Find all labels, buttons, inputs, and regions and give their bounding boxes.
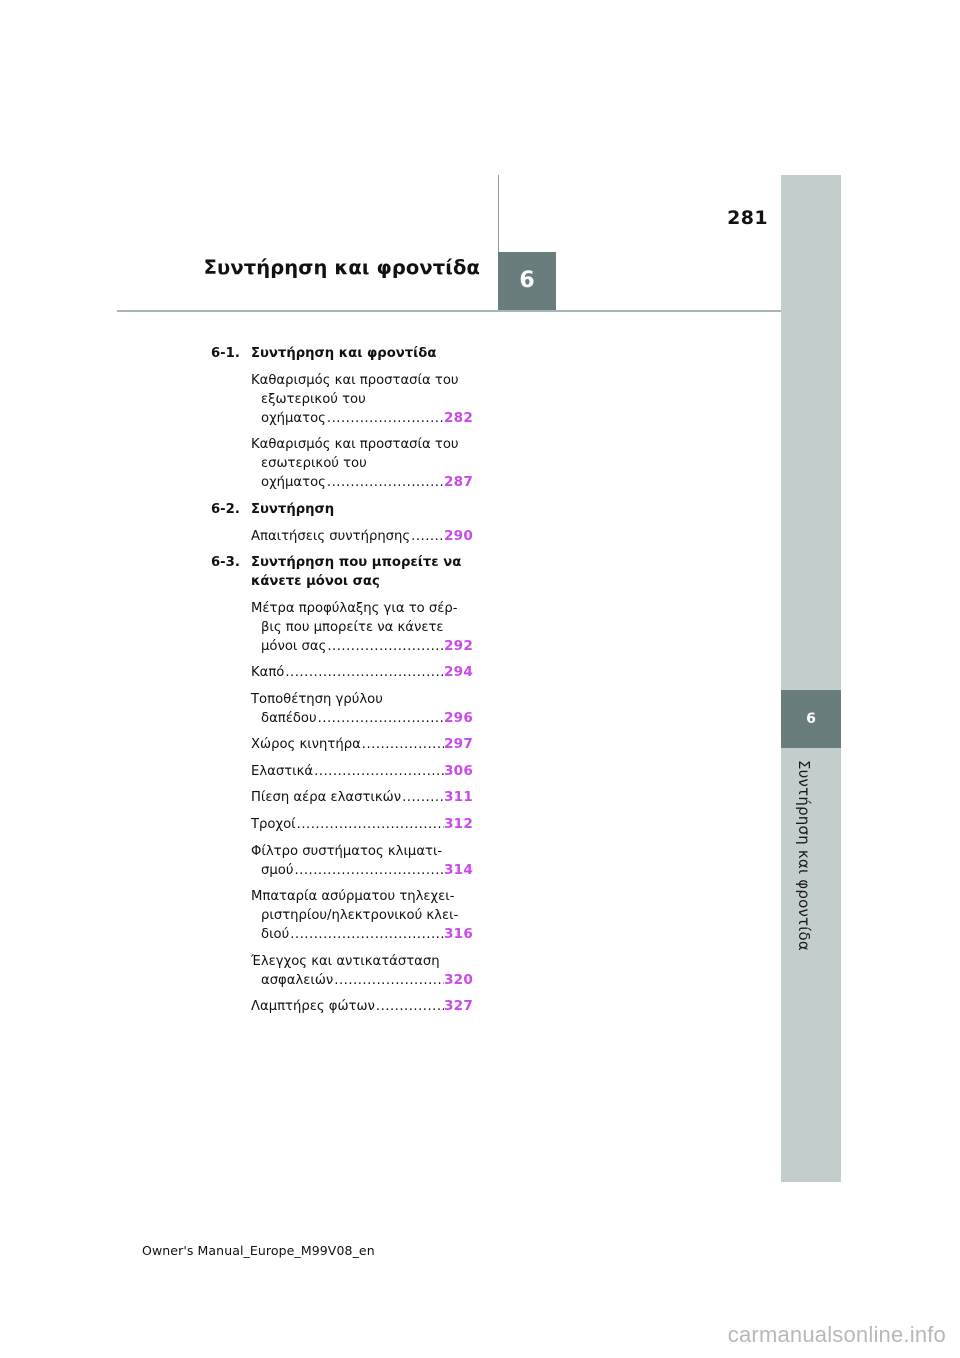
toc-entry-text: σμού: [261, 862, 294, 878]
toc-dot-leader: [402, 788, 444, 807]
toc-dot-leader: [318, 709, 444, 728]
toc-entry-last-line: [251, 709, 473, 729]
toc-page-number: 294: [444, 664, 473, 681]
toc-entry-text: Χώρος κινητήρα: [251, 737, 361, 753]
toc-entry-last-line: [251, 997, 473, 1017]
toc-page-number: 287: [444, 474, 473, 491]
toc-entry[interactable]: [251, 690, 473, 729]
toc-entry[interactable]: [251, 735, 473, 755]
toc-entry-last-line: [251, 663, 473, 683]
toc-entry-last-line: [251, 735, 473, 755]
toc-entry[interactable]: [251, 663, 473, 683]
toc-page-number: 290: [444, 527, 473, 544]
toc-entry-line: ριστηρίου/ηλεκτρονικού κλει-: [261, 908, 459, 924]
toc-entry-last-line: [251, 815, 473, 835]
table-of-contents: [211, 345, 473, 1017]
toc-entry-text: Απαιτήσεις συντήρησης: [251, 528, 411, 544]
header-divider: [117, 310, 781, 312]
toc-dot-leader: [285, 663, 444, 682]
toc-entry-line: Μέτρα προφύλαξης για το σέρ-: [251, 600, 458, 616]
toc-dot-leader: [290, 925, 444, 944]
toc-entry-line: Καθαρισμός και προστασία του: [251, 437, 459, 453]
toc-entry-text: δαπέδου: [261, 710, 317, 726]
toc-entry-line: εξωτερικού του: [261, 391, 366, 407]
toc-entry-text: Τροχοί: [251, 817, 296, 832]
chapter-tab-label: Συντήρηση και φροντίδα: [795, 760, 813, 951]
toc-entry[interactable]: [251, 815, 473, 835]
chapter-tab-column: [781, 175, 841, 1182]
toc-dot-leader: [334, 971, 444, 990]
chapter-badge-vertical-rule: [498, 175, 499, 252]
toc-group: [211, 345, 473, 493]
toc-dot-leader: [297, 815, 444, 834]
toc-entry-text: Ελαστικά: [251, 763, 314, 779]
toc-section-heading[interactable]: [211, 345, 473, 364]
toc-page-number: 311: [444, 789, 473, 806]
toc-section-number: 6-2.: [211, 501, 240, 517]
toc-group: [211, 554, 473, 1017]
page-title: Συντήρηση και φροντίδα: [203, 256, 480, 279]
toc-entry[interactable]: [251, 952, 473, 991]
toc-section-heading[interactable]: [211, 554, 473, 591]
toc-dot-leader: [362, 735, 444, 754]
toc-entry-text: μόνοι σας: [261, 638, 327, 654]
toc-entry[interactable]: [251, 887, 473, 945]
toc-entry-last-line: [251, 788, 473, 808]
toc-entry[interactable]: [251, 527, 473, 547]
toc-entry-line: εσωτερικού του: [261, 456, 367, 472]
toc-section-number: 6-1.: [211, 346, 240, 361]
toc-section-title: Συντήρηση που μπορείτε να κάνετε μόνοι σας: [251, 555, 462, 589]
toc-entry-line: Τοποθέτηση γρύλου: [251, 691, 383, 707]
chapter-badge-number: 6: [498, 252, 556, 310]
toc-entry-last-line: [251, 971, 473, 991]
toc-entry-last-line: [251, 762, 473, 782]
toc-entry-last-line: [251, 925, 473, 945]
toc-entry-text: Λαμπτήρες φώτων: [251, 999, 375, 1015]
site-watermark: carmanualsonline.info: [727, 1322, 946, 1347]
toc-entry-last-line: [251, 473, 473, 493]
toc-page-number: 297: [444, 736, 473, 753]
toc-entry-text: διού: [261, 927, 290, 943]
page-number: 281: [727, 207, 768, 229]
toc-page-number: 292: [444, 637, 473, 654]
toc-entry-last-line: [251, 637, 473, 657]
toc-entry[interactable]: [251, 788, 473, 808]
toc-entry-line: βις που μπορείτε να κάνετε: [261, 619, 444, 635]
toc-entry[interactable]: [251, 371, 473, 429]
toc-entry-line: Έλεγχος και αντικατάσταση: [251, 953, 440, 969]
toc-dot-leader: [294, 861, 444, 880]
toc-dot-leader: [327, 473, 444, 492]
toc-page-number: 320: [444, 971, 473, 988]
toc-page-number: 314: [444, 861, 473, 878]
toc-entry-line: Μπαταρία ασύρματου τηλεχει-: [251, 889, 455, 905]
toc-page-number: 316: [444, 926, 473, 943]
toc-dot-leader: [376, 997, 444, 1016]
toc-dot-leader: [411, 527, 444, 546]
toc-dot-leader: [314, 762, 444, 781]
toc-entry-last-line: [251, 861, 473, 881]
toc-dot-leader: [327, 637, 444, 656]
toc-page-number: 306: [444, 762, 473, 779]
toc-entry-text: Πίεση αέρα ελαστικών: [251, 790, 402, 806]
toc-entry-text: Καπό: [251, 665, 285, 681]
toc-page-number: 296: [444, 709, 473, 726]
toc-section-title: Συντήρηση και φροντίδα: [251, 346, 437, 361]
toc-entry-text: οχήματος: [261, 475, 326, 491]
toc-entry[interactable]: [251, 599, 473, 657]
toc-entry[interactable]: [251, 842, 473, 881]
toc-entry-last-line: [251, 527, 473, 547]
toc-page-number: 312: [444, 816, 473, 832]
toc-entry-line: Καθαρισμός και προστασία του: [251, 372, 459, 388]
toc-group: [211, 501, 473, 546]
toc-entry[interactable]: [251, 762, 473, 782]
toc-page-number: 327: [444, 998, 473, 1015]
toc-section-heading[interactable]: [211, 501, 473, 520]
toc-entry-text: οχήματος: [261, 410, 326, 426]
toc-section-title: Συντήρηση: [251, 501, 335, 517]
toc-entry[interactable]: [251, 435, 473, 493]
toc-section-number: 6-3.: [211, 555, 240, 571]
chapter-tab-label-wrap: [781, 760, 841, 1160]
toc-entry-line: Φίλτρο συστήματος κλιματι-: [251, 843, 443, 859]
toc-entry-last-line: [251, 409, 473, 429]
footer-document-id: Owner's Manual_Europe_M99V08_en: [142, 1243, 375, 1258]
toc-entry[interactable]: [251, 997, 473, 1017]
chapter-tab-current-number: 6: [781, 690, 841, 748]
toc-page-number: 282: [444, 409, 473, 426]
toc-dot-leader: [327, 409, 444, 428]
toc-entry-text: ασφαλειών: [261, 972, 334, 988]
